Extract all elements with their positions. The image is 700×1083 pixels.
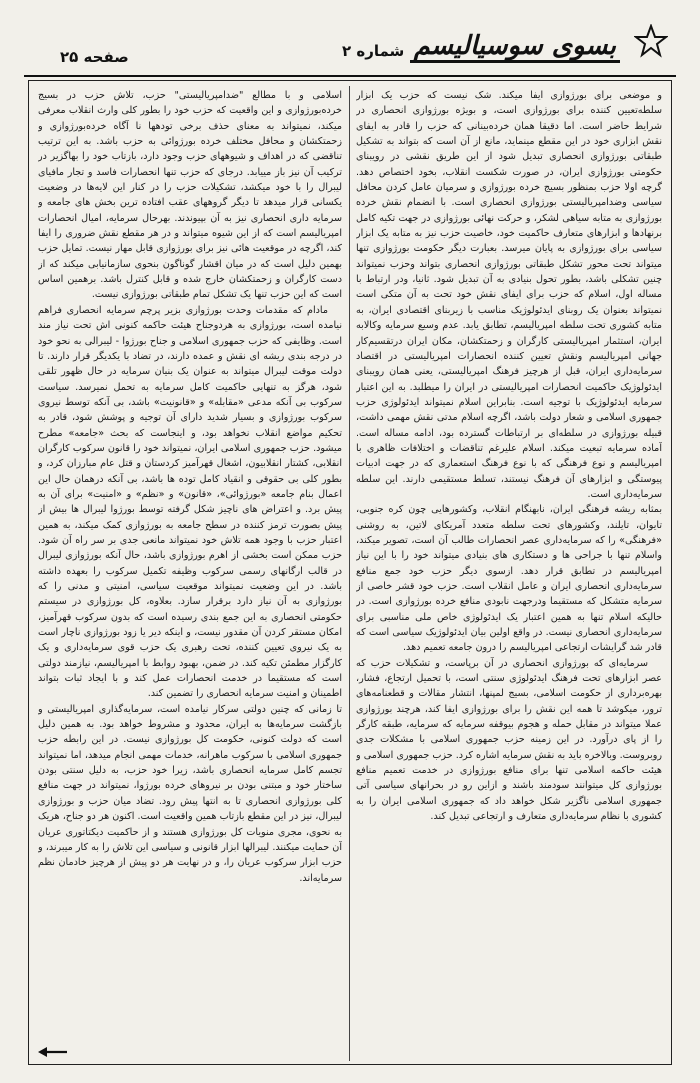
right-paragraph-3: سرمایه‌ای که بورژوازی انحصاری در آن برپاست، و تشکیلات حزب که عصر ابزارهای تحت فرهنگ ایدئولوژی سنتی است، با تحمیل ارتجاع، فشار، بهره‌برداری از حکومت اسلامی، بسیج لمپنها، انتشار مقالات و قطعنامه‌های ترور، میکوشد تا همه این نقش را برای بورژوازی ایفا کند، هرچند بورژوازی عملا میتواند در مقابل حمله و هجوم بیوقفه سرمایه که سرمایه، طبقه کارگر را از پای درآورد. در این زمینه حزب جمهوری اسلامی با مشکلات جدی روبروست. وبالاخره باید به نقش سرمایه اشاره کرد. حزب جمهوری اسلامی و هیئت حاکمه اسلامی تنها برای منافع بورژوازی در خدمت تعمیم منافع بورژوازی کل میتوانند سودمند باشند و ازاین رو در بحرانهای سیاسی آتی جمهوری اسلامی ناگزیر شکل خواهد داد که جمهوری اسلامی ایران را به کشوری با نظام سرمایه‌داری متعارف و ارتجاعی تبدیل کند.	[356, 657, 662, 823]
left-paragraph-2: مادام که مقدمات وحدت بورژوازی بزیر پرچم سرمایه انحصاری فراهم نیامده است، بورژوازی به هردوجناح هیئت حاکمه کنونی اش تحت نیاز مند است. وظایفی که حزب جمهوری اسلامی و جناح بورژوا - لیبرالی به نحو خود در درجه بندی ریشه ای نقش و عمده دارند، در تضاد با یکدیگر قرار دارند. تا دولت موقت لیبرال میتواند به عنوان یک بنیان سرمایه در حال ظهور تلقی شود، هرگز به تنهایی حاکمیت کامل سرمایه به تحمل نمیرسد. سیاست سرکوب بی آنکه مدعی «مقابله» و «قانونیت» باشد، بی آنکه توسط نیروی سرکوب بورژوازی و بسیار شدید دارای آن توجیه و پوشش شود، قادر به تحکیم مواضع انقلاب نخواهد بود، و اینجاست که بحث «جامعه» مطرح میشود. حزب جمهوری اسلامی ایران، نمیتواند خود را قانون سرکوب کارگران انقلابی، کشتار انقلابیون، اشغال قهرآمیز کردستان و قتل عام مبارزان کرد، و بطور کلی بی حقوقی و انقیاد کامل توده ها باشد، بی آنکه درهمان حال این اعمال بنام جامعه «بورژوائی»، «قانون» و «نظم» و «امنیت» برای آن به پیش برد. و اعتراض های ناچیز شکل گرفته توسط بورژوا لیبرال ها بیش از پیش بصورت ترمز کننده در سطح جامعه به بورژوازی کمک میکند، به همین اعتبار حزب با وجود همه تلاش خود نمیتواند مانعی جدی بر سر راه آن شود. حزب ممکن است بخشی از اهرم بورژوازی باشد، حال آنکه بورژوازی لیبرال در قالب ارگانهای رسمی سرکوب وظیفه تکمیل سرکوب را بعهده داشته باشد. در این وضعیت نمیتواند موقعیت سیاسی، امنیتی و مدنی را که بورژوازی به آن نیاز دارد برقرار سازد. بعلاوه، کل بورژوازی در سیستم حکومتی انحصاری به این جمع بندی رسیده است که بدون سرکوب قهرآمیز، امکان مستقر کردن آن مقدور نیست، و اینکه دیر یا زود بورژوازی ناچار است به یک نیروی تعیین کننده، تحت رهبری یک حزب قوی سرمایه‌داری و یک کارگزار مطمئن تکیه کند. در ضمن، بهبود روابط با امپریالیسم، نیازمند دولتی است که مستقیما در خدمت انحصارات عمل کند و با ایجاد ثبات بتواند اطمینان و امنیت سرمایه انحصاری را تضمین کند.	[38, 304, 342, 700]
arrow-left-icon	[38, 1046, 68, 1058]
right-paragraph-2: بمثابه ریشه فرهنگی ایران، نابهنگام انقلاب، وکشورهایی چون کره جنوبی، تایوان، تایلند، وکشورهای تحت سلطه متعدد آمریکای لاتین، به روشنی «فرهنگی» را که سرمایه‌داری عصر انحصارات طالب آن است، تصویر میکند، واسلام تنها با جراحی ها و دستکاری های بنیادی میتواند خود را با این نیاز امپریالیسم در تطابق قرار دهد. ازسوی دیگر حزب خود جمع منافع سرمایه‌داری انحصاری ایران و عامل انقلاب است. حزب خود قشر خاصی از سرمایه متشکل که مستقیما ودرجهت نابودی منافع خرده بورژوازی است. در حالیکه اسلام تنها به همین اعتبار یک ایدئولوژی خاص ملی مناسبی برای سرمایه‌داری انحصاری نیست. در واقع اولین بیان ایدئولوژیک سیاسی است که قادر شد گرایشات ارتجاعی امپریالیسم را درون جامعه تعمیم دهد.	[356, 504, 662, 654]
left-paragraph-1: اسلامی و با مطالع "ضدامپریالیستی" حزب، تلاش حزب در بسیج خرده‌بورژوازی و این واقعیت که حزب خود را بطور کلی وارث انقلاب معرفی میکند، نمیتواند به معنای حذف برخی تودهها نا آگاه خرده‌بورژوازی و زحمتکشان و محافل مختلف خرده بورژوائی به حزب باشد. به این ترتیب تناقضی که در اهداف و شیوههای حزب وجود دارد، بازتاب خود را بهاگزیر در ترکیب آن نیز باز مییابد. درجای که حزب تنها انحصارات فاسد و تجار مافیای لیبرال را با خود میکشد، تشکیلات حزب را در کنار این لایه‌ها در وضعیت یکسانی قرار میدهد تا دیگر گروههای عقب افتاده ترین بخش های جامعه و سرمایه داری انحصاری نیز به آن بپیوندند. بهرحال سرمایه، امیال انحصارات امپریالیسم است که از این شیوه میتواند و در هر مقطع نقش ضروری را ایفا کند، اگرچه در موقعیت هائی نیز برای بورژوازی قابل مهار نیست. تمایل حزب بهمین دلیل است که در میان اقشار گوناگون بنحوی سازمانیابی میکند که از دست کارگران و زحمتکشان خارج شده و قابل کنترل باشد. برهمین اساس است که این حزب تنها یک تشکل تمام طبقاتی بورژوازی نیست.	[38, 90, 342, 301]
right-column	[356, 88, 662, 1048]
masthead-title: بسوی سوسیالیسم	[410, 32, 620, 63]
column-divider	[349, 86, 350, 1061]
left-column	[38, 88, 342, 1048]
page-header	[24, 18, 676, 68]
star-icon	[634, 24, 668, 58]
issue-number: شماره ۲	[342, 42, 405, 60]
page-number: صفحه ۲۵	[60, 48, 129, 66]
left-paragraph-3: تا زمانی که چنین دولتی سرکار نیامده است، سرمایه‌گذاری امپریالیستی و بازگشت سرمایه‌ها به ایران، محدود و مشروط خواهد بود. به همین دلیل است که دولت کنونی، حکومت کل بورژوازی نیست. در این رابطه حزب جمهوری اسلامی با سرکوب ماهرانه، خدمات مهمی انجام میدهد، اما نمیتواند تجسم کامل سرمایه انحصاری باشد، زیرا خود حزب، به دلیل سنتی بودن ساختار خود و مبتنی بودن بر نیروهای خرده بورژوا، نمیتواند در جهت منافع کلی بورژوازی انحصاری تا به انتها پیش رود. تضاد میان حزب و بورژوازی لیبرال، نیز در این مقطع بازتاب همین واقعیت است. اکنون هر دو جناح، هریک به نحوی، مجری منویات کل بورژوازی هستند و از حاکمیت دیکتاتوری عریان آن حمایت میکنند. لیبرالها ابزار قانونی و سیاسی این تلاش را به کار میبرند، و حزب ابزار سرکوب عریان را، و در نهایت هر دو پیش از هرچیز خادمان نظم سرمایه‌اند.	[38, 703, 342, 884]
header-rule	[24, 75, 676, 77]
right-paragraph-1: و موضعی برای بورژوازی ایفا میکند. شک نیست که حزب یک ابزار سلطه‌تعیین کننده برای بورژوازی است، و بویژه بورژوازی انحصاری در شرایط حاضر است. اما دقیقا همان خرده‌بینانی که حزب را قادر به ایفای نقش ابزاری خود در این مقطع مینماید، مانع از آن است که بتواند به تشکیل طبقاتی بورژوازی انحصاری تبدیل شود از این طریق نقشی در رویبنای حکومتی بورژوازی ایران، در صورت شکست انقلاب، بخود اختصاص دهد. گرچه اولا حزب بمنظور بسیج خرده بورژوازی و سرمیان عامل کردن محافل سیاسی وضدامپریالیستی بورژوازی انحصاری است. با انضمام نقش خرده بورژوازی به متابه سیاهی لشکر، و حرکت نهائی بورژوازی در جهت تکیه کامل برنهادها و ابزارهای متعارف حاکمیت خود، خاصیت حزب نیز به متابه یک ابزار سیاسی برای بورژوازی به پایان میرسد. بعبارت دیگر حکومت بورژوازی تنها میتواند تحت محور تشکل طبقاتی بورژوازی انحصاری بتواند وحزب نمیتواند چنین تشکلی باشد، بطور تحول بنیادی به آن تبدیل شود. ثانیا، ودر ارتباط با مساله اول، اسلام که حزب برای ایفای نقش خود تحت به آن متکی است نمیتواند بعنوان یک روبنای ایدئولوژیک مناسب با زیربنای اقتصادی ایران، به متابه کشوری تحت سلطه امپریالیسم، تطابق یابد. عدم وسیع سرمایه وکالابه ایران، استثمار امپریالیستی کارگران و زحمتکشان، مکان ایران درتقسیم‌کار جهانی امپریالیسم ونقش تعیین کننده انحصارات امپریالیستی در اقتصاد سرمایه‌داری ایران، قبل از هرچیز فرهنگ امپریالیستی، یعنی همان رویبنای ایدئولوژیک حاکمیت انحصارات امپریالیستی در ایران را میطلبد. به این اعتبار سرمایه ایدئولوژیک با توجیه است. بنابراین اسلام نمیتواند ایدئولوژی حزب جمهوری اسلامی و شعار دولت باشد، اگرچه اسلام مدتی نقش مهمی داشت، قبیله بورژوازی در سلطه‌ای بر ارتباطات گسترده بود، ادامه مساله است. آماده سرمایه تبعیت میکند. اسلام علیرغم تناقضات و اختلافات ظاهری با امپریالیسم و نوع فرهنگی که با نوع فرهنگ استعماری که در جهت ادبیات پیوستگی و ابزارهای آن فرهنگ نیستند، تسلط مستقیمی دارند. این سلطه سرمایه‌داری است.	[356, 90, 662, 500]
masthead	[410, 32, 620, 62]
